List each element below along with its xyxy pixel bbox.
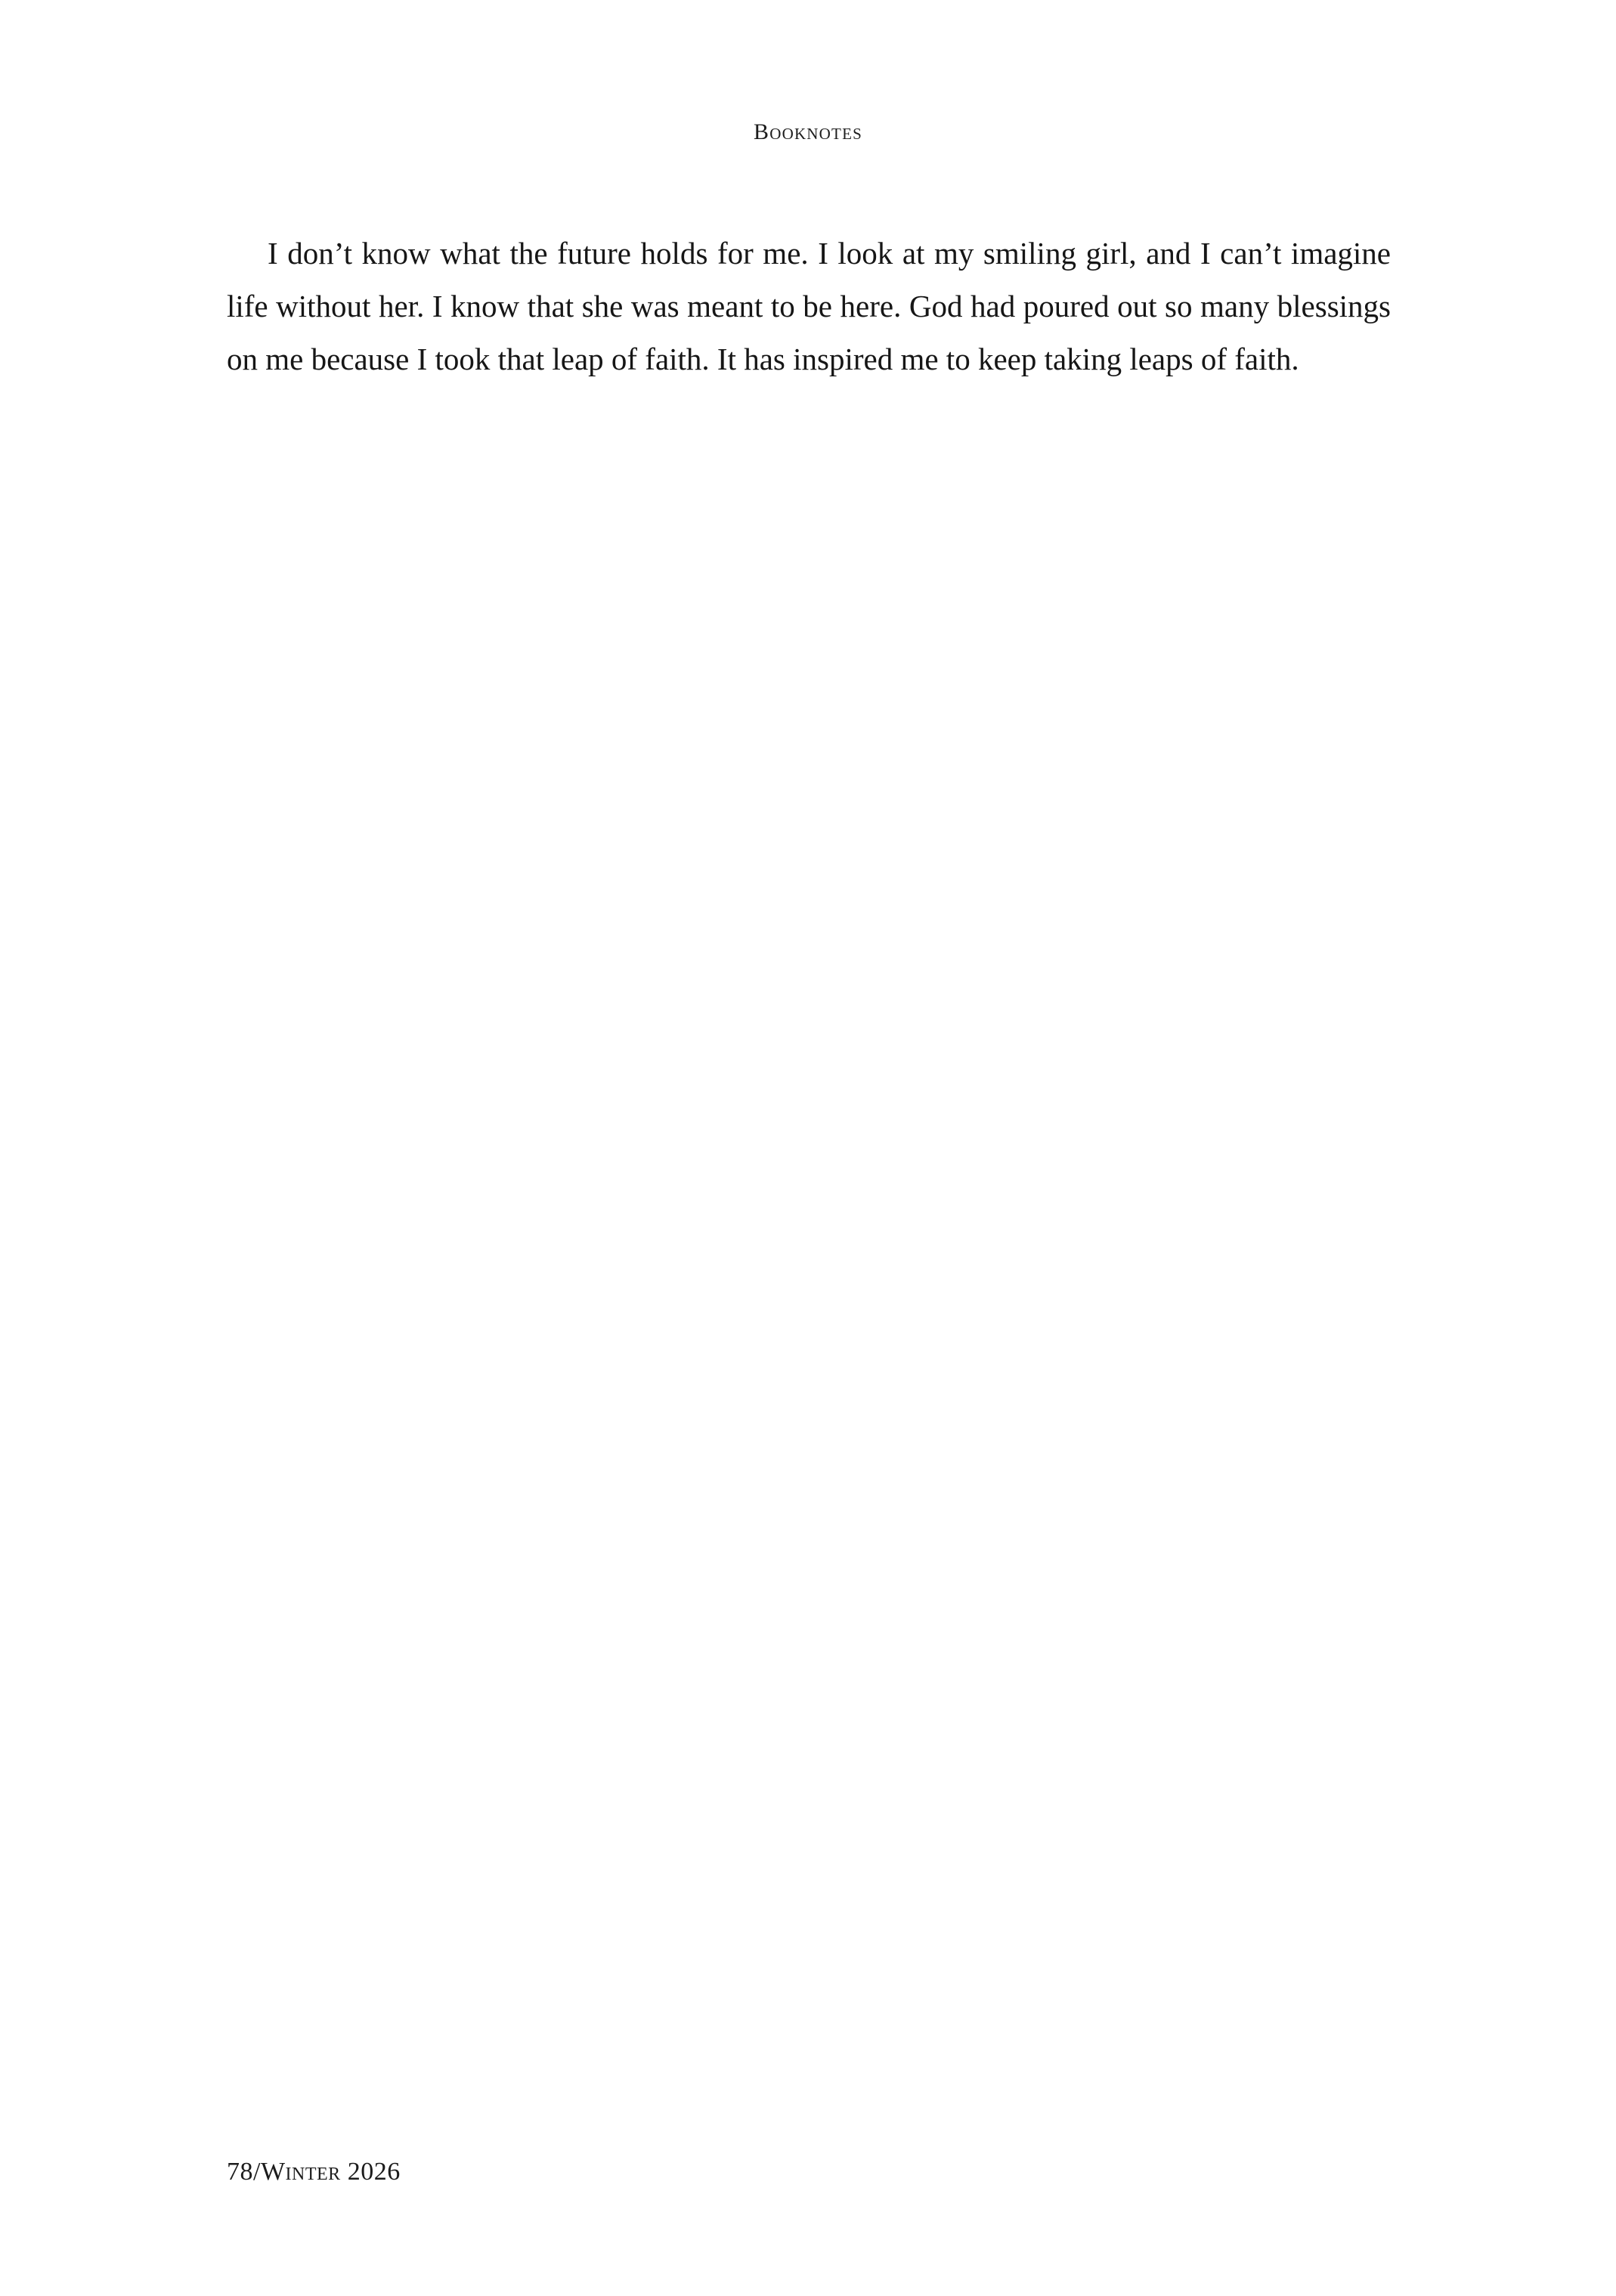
running-head: Booknotes xyxy=(754,119,862,144)
body-text-block xyxy=(227,227,1391,385)
page-folio: 78/Winter 2026 xyxy=(227,2158,401,2186)
body-paragraph: I don’t know what the future holds for me. I look at my smiling girl, and I can’t imagine life without her. I know that she was meant to be here. God had poured out so many blessings on me because I took that leap of faith. It has inspired me to keep taking leaps of faith. xyxy=(227,236,1391,376)
